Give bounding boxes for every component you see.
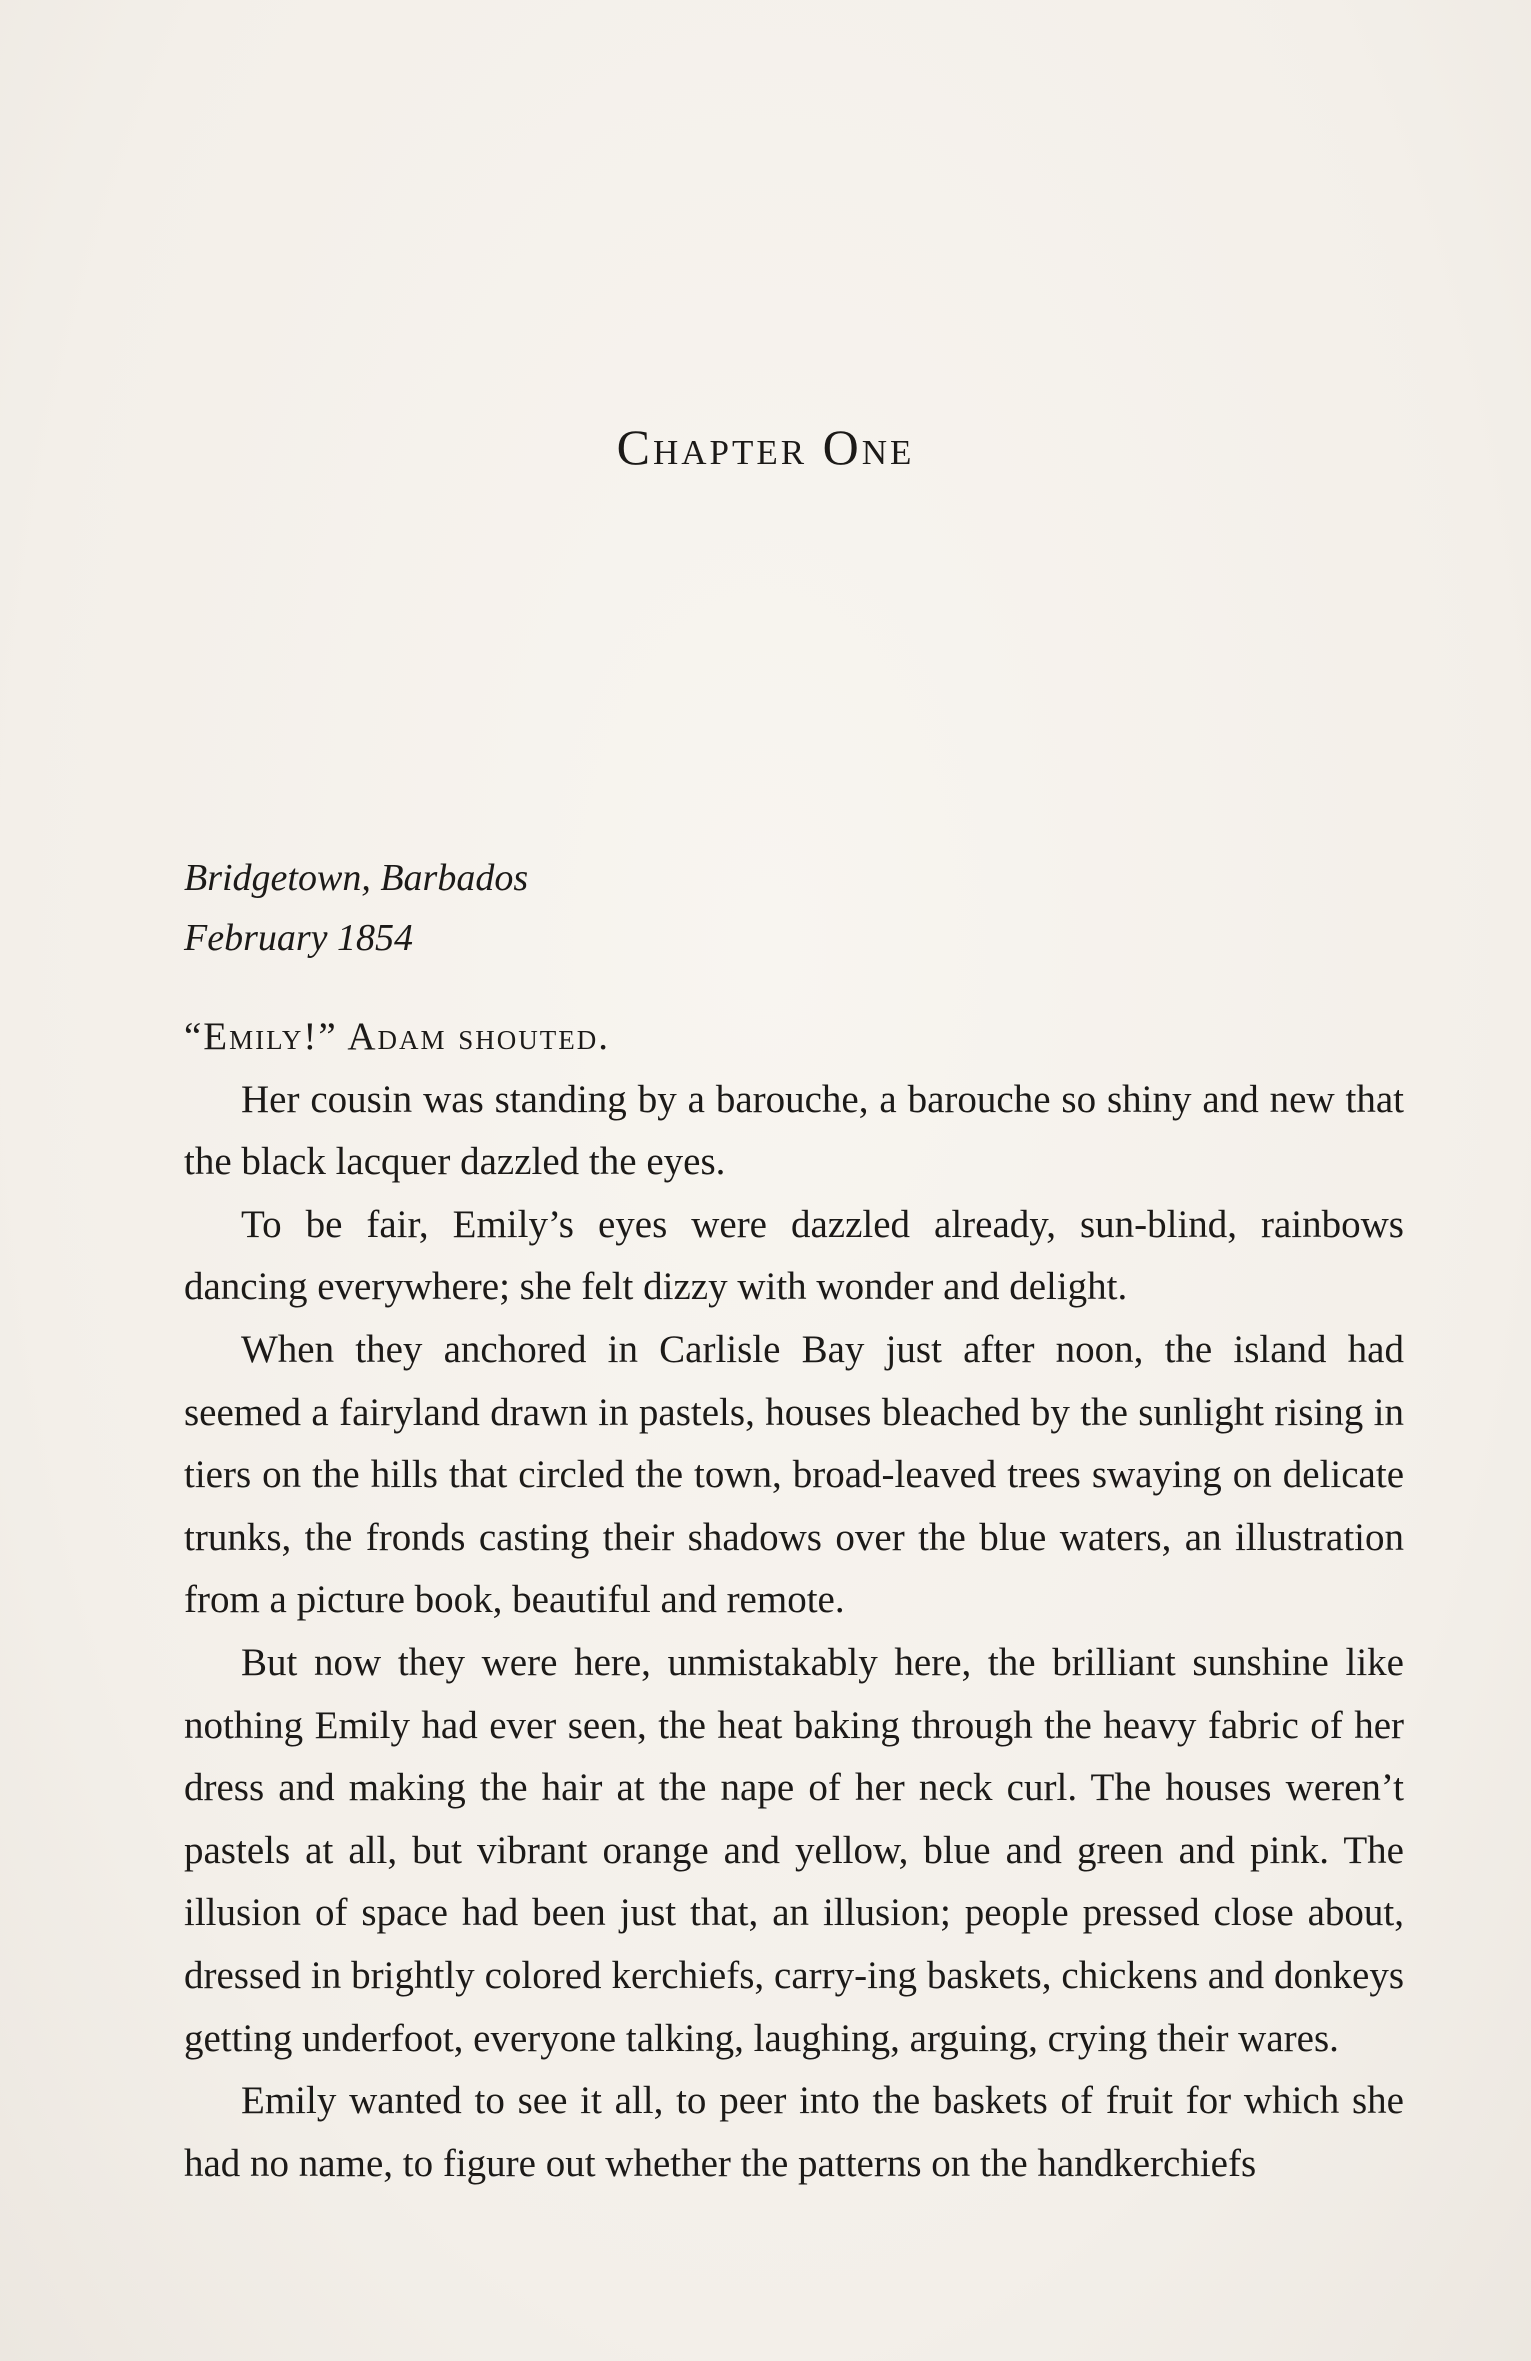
paragraph-opening: “Emily!” Adam shouted.	[184, 1015, 610, 1058]
paragraph: Emily wanted to see it all, to peer into the baskets of fruit for which she had no name, to figure out whether the patterns on the handkerchiefs	[184, 2079, 1404, 2185]
paragraph: Her cousin was standing by a barouche, a barouche so shiny and new that the black lacquer dazzled the eyes.	[184, 1077, 1404, 1184]
paragraph: When they anchored in Carlisle Bay just after noon, the island had seemed a fairyland drawn in pastels, houses bleached by the sunlight rising in tiers on the hills that circled the town, broad-leaved trees swaying on delicate trunks, the fronds casting their shadows over the blue waters, an illustration from a picture book, beautiful and remote.	[184, 1327, 1404, 1622]
dateline	[184, 848, 1404, 968]
chapter-body	[184, 1006, 1404, 2195]
paragraph: To be fair, Emily’s eyes were dazzled already, sun-blind, rainbows dancing everywhere; she felt dizzy with wonder and delight.	[184, 1202, 1404, 1309]
dateline-place: Bridgetown, Barbados	[184, 857, 529, 899]
paragraph: But now they were here, unmistakably here, the brilliant sunshine like nothing Emily had ever seen, the heat baking through the heavy fabric of her dress and making the hair at the nape of her neck curl. The houses weren’t pastels at all, but vibrant orange and yellow, blue and green and pink. The illusion of space had been just that, an illusion; people pressed close about, dressed in brightly colored kerchiefs, carry-ing baskets, chickens and donkeys getting underfoot, everyone talking, laughing, arguing, crying their wares.	[184, 1640, 1404, 2060]
chapter-title: Chapter One	[616, 419, 915, 475]
dateline-date: February 1854	[184, 917, 414, 959]
